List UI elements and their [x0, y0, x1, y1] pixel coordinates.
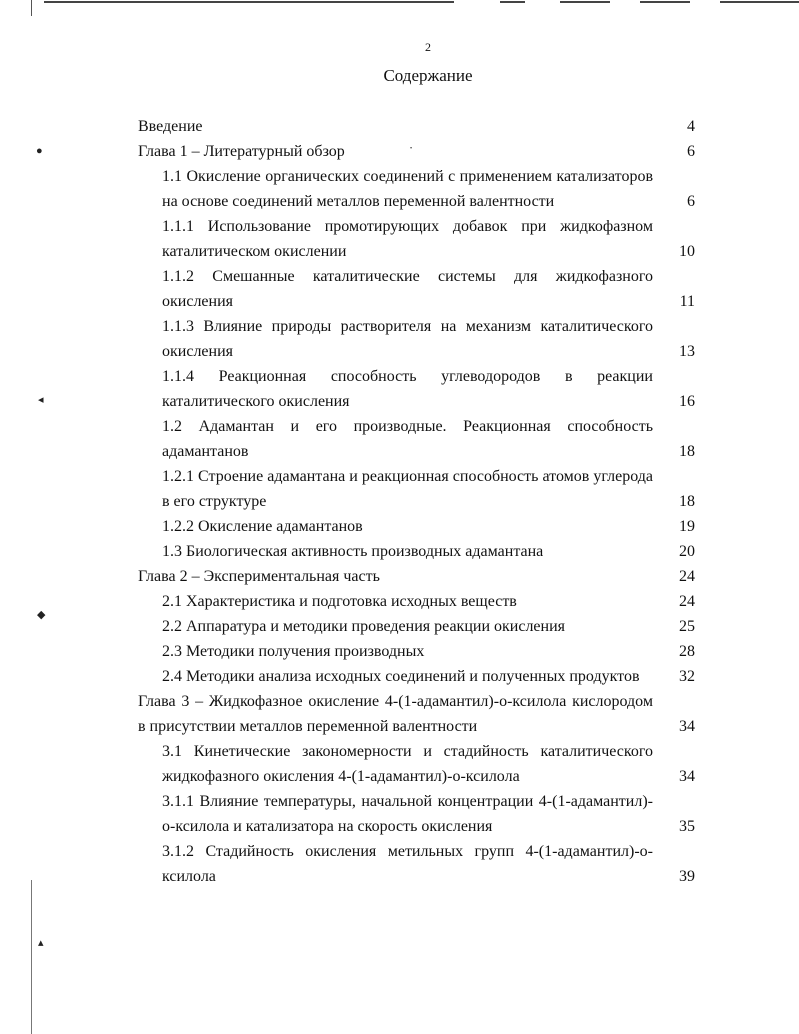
- toc-entry-title: 1.3 Биологическая активность производных адамантана: [162, 543, 544, 560]
- toc-entry: [138, 839, 698, 889]
- toc-entry-page: 19: [679, 518, 695, 535]
- toc-entry-title: 3.1.2 Стадийность окисления метильных групп 4-(1-адамантил)-о-ксилола: [162, 843, 653, 885]
- toc-entry: [138, 664, 698, 689]
- toc-entry: [138, 264, 698, 314]
- toc-entry-page: 39: [679, 868, 695, 885]
- toc-entry: [138, 464, 698, 514]
- scan-edge-top-segment: [500, 1, 525, 3]
- toc-entry: [138, 414, 698, 464]
- scan-speck: ▴: [38, 937, 44, 949]
- toc-entry: [138, 564, 698, 589]
- table-of-contents: [138, 114, 698, 889]
- toc-entry-page: 6: [687, 193, 695, 210]
- toc-entry-title: 3.1.1 Влияние температуры, начальной концентрации 4-(1-адамантил)-о-ксилола и катализатора на скорость окисления: [162, 793, 653, 835]
- toc-entry-page: 28: [679, 643, 695, 660]
- page-title: Содержание: [383, 66, 473, 85]
- toc-entry: [138, 139, 698, 164]
- toc-entry-title: Введение: [138, 118, 203, 135]
- toc-entry-page: 16: [679, 393, 695, 410]
- toc-entry: [138, 364, 698, 414]
- toc-entry-title: Глава 3 – Жидкофазное окисление 4-(1-адамантил)-о-ксилола кислородом в присутствии металлов переменной валентности: [138, 693, 653, 735]
- toc-entry-title: 3.1 Кинетические закономерности и стадийность каталитического жидкофазного окисления 4-(1-адамантил)-о-ксилола: [162, 743, 653, 785]
- toc-entry-title: 2.3 Методики получения производных: [162, 643, 425, 660]
- toc-entry-title: 1.2.2 Окисление адамантанов: [162, 518, 363, 535]
- toc-entry: [138, 164, 698, 214]
- toc-entry: [138, 589, 698, 614]
- toc-entry-page: 24: [679, 593, 695, 610]
- toc-entry-title: 2.2 Аппаратура и методики проведения реакции окисления: [162, 618, 566, 635]
- toc-entry-page: 32: [679, 668, 695, 685]
- toc-entry-title: Глава 1 – Литературный обзор: [138, 143, 345, 160]
- scan-edge-left-bottom: [31, 880, 32, 1034]
- toc-entry: [138, 689, 698, 739]
- toc-entry-page: 4: [687, 118, 695, 135]
- page-number: 2: [425, 40, 431, 54]
- toc-entry-page: 34: [679, 718, 695, 735]
- scan-speck: •: [410, 146, 413, 152]
- scan-speck: ●: [36, 145, 43, 157]
- toc-entry-page: 24: [679, 568, 695, 585]
- toc-entry-page: 18: [679, 443, 695, 460]
- toc-entry-title: 1.2 Адамантан и его производные. Реакционная способность адамантанов: [162, 418, 653, 460]
- toc-entry-title: 2.1 Характеристика и подготовка исходных веществ: [162, 593, 517, 610]
- toc-entry-title: 1.2.1 Строение адамантана и реакционная способность атомов углерода в его структуре: [162, 468, 653, 510]
- toc-entry: [138, 214, 698, 264]
- toc-entry-title: 2.4 Методики анализа исходных соединений и полученных продуктов: [162, 668, 640, 685]
- toc-entry: [138, 539, 698, 564]
- toc-entry: [138, 614, 698, 639]
- toc-entry-page: 10: [679, 243, 695, 260]
- scan-edge-top: [44, 1, 454, 3]
- toc-entry-title: 1.1.4 Реакционная способность углеводородов в реакции каталитического окисления: [162, 368, 653, 410]
- scan-edge-top-segment: [640, 1, 690, 3]
- scan-edge-top-segment: [720, 1, 799, 3]
- scan-speck: ◂: [38, 394, 44, 406]
- scan-speck: ◆: [37, 609, 46, 621]
- toc-entry: [138, 514, 698, 539]
- toc-entry-title: Глава 2 – Экспериментальная часть: [138, 568, 380, 585]
- toc-entry-page: 18: [679, 493, 695, 510]
- toc-entry-page: 20: [679, 543, 695, 560]
- toc-entry-page: 13: [679, 343, 695, 360]
- toc-entry-page: 34: [679, 768, 695, 785]
- scan-edge-top-segment: [560, 1, 610, 3]
- toc-entry: [138, 739, 698, 789]
- toc-entry: [138, 789, 698, 839]
- toc-entry-title: 1.1.1 Использование промотирующих добавок при жидкофазном каталитическом окислении: [162, 218, 653, 260]
- toc-entry-title: 1.1 Окисление органических соединений с применением катализаторов на основе соединений металлов переменной валентности: [162, 168, 653, 210]
- toc-entry: [138, 639, 698, 664]
- toc-entry-page: 11: [679, 293, 695, 310]
- scan-edge-left-top: [31, 0, 32, 16]
- toc-entry-title: 1.1.2 Смешанные каталитические системы для жидкофазного окисления: [162, 268, 653, 310]
- toc-entry-page: 35: [679, 818, 695, 835]
- toc-entry-page: 6: [687, 143, 695, 160]
- toc-entry: [138, 114, 698, 139]
- toc-entry-title: 1.1.3 Влияние природы растворителя на механизм каталитического окисления: [162, 318, 653, 360]
- toc-entry: [138, 314, 698, 364]
- toc-entry-page: 25: [679, 618, 695, 635]
